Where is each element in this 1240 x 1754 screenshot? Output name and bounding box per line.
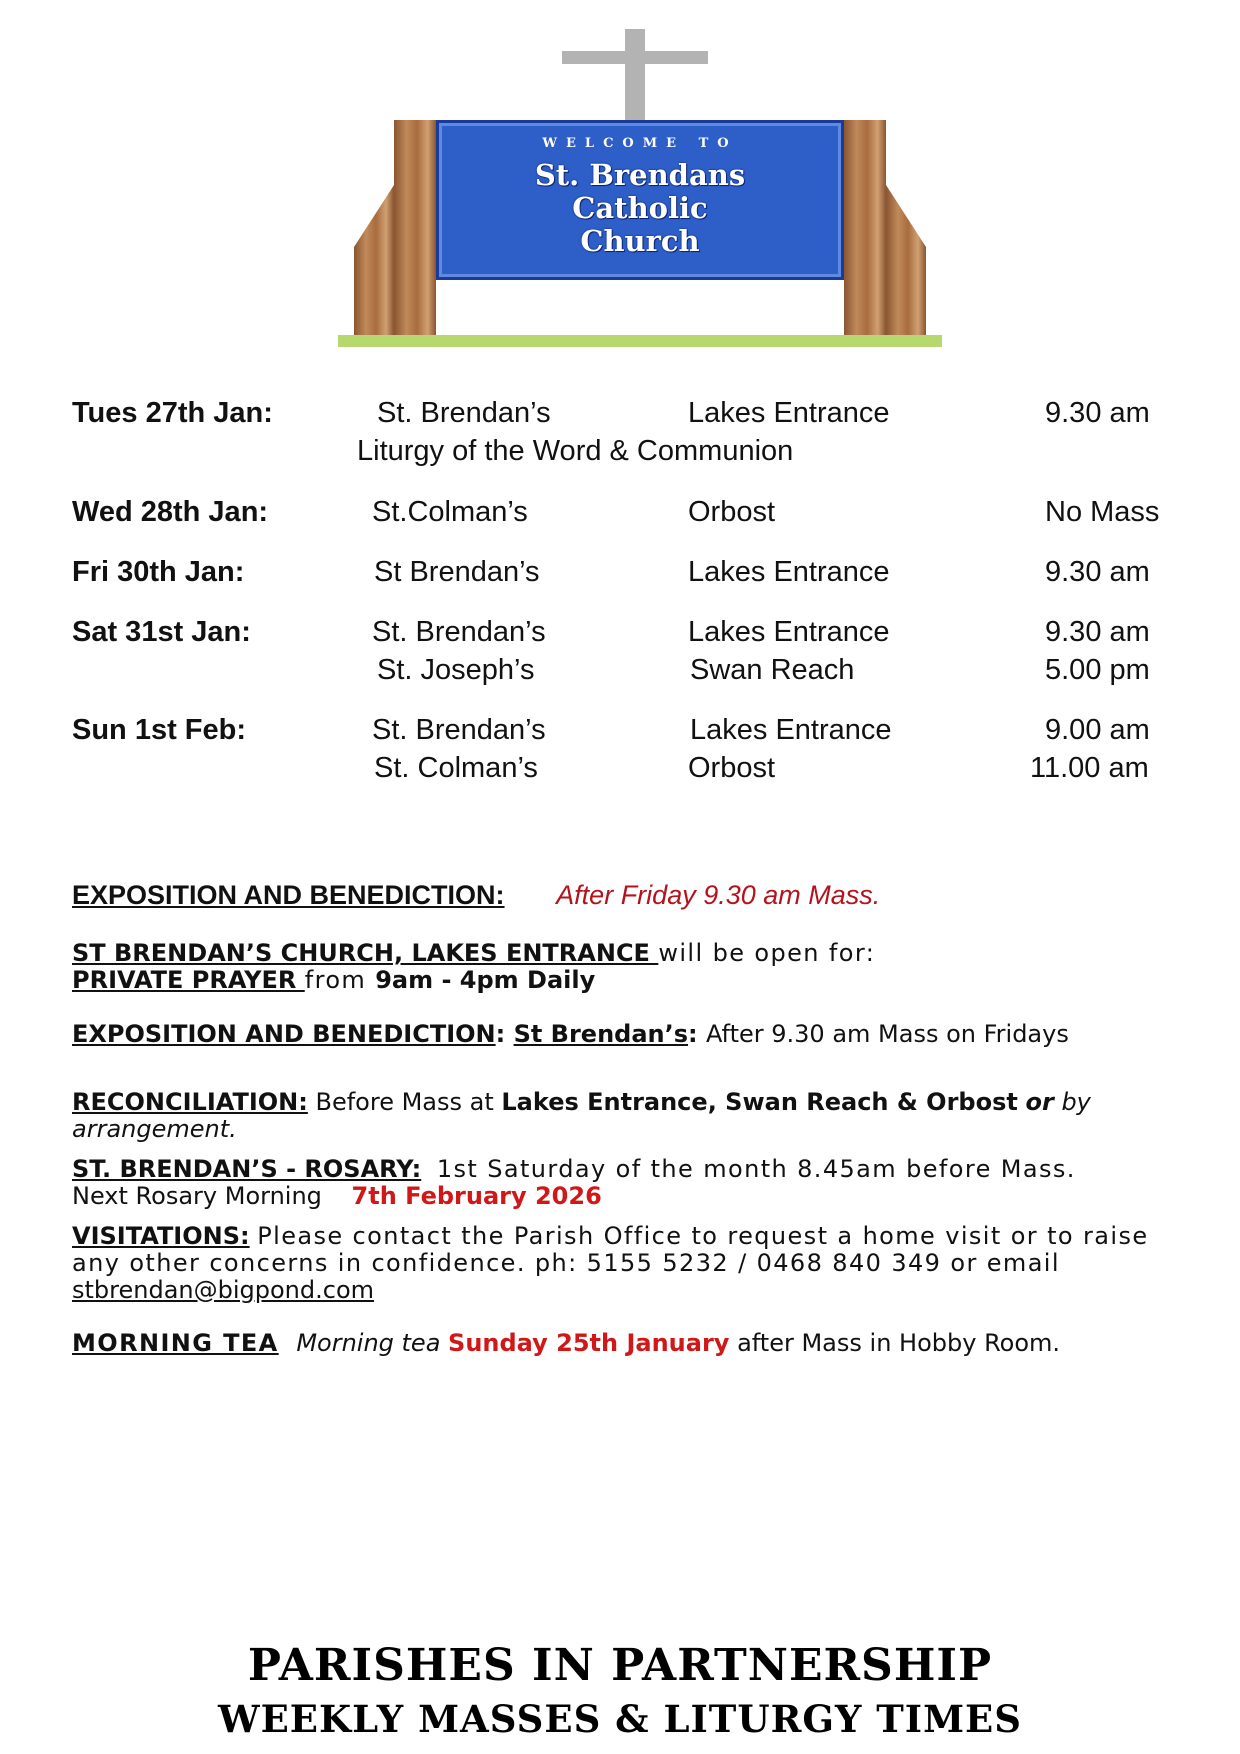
- schedule-row-tues-note: [0, 435, 1240, 475]
- schedule-place: Lakes Entrance: [690, 714, 892, 746]
- schedule-place: Orbost: [688, 496, 776, 528]
- schedule-time: No Mass: [1045, 496, 1160, 528]
- rosary-date: 7th February 2026: [351, 1182, 602, 1210]
- rosary-next: Next Rosary Morning: [72, 1182, 322, 1210]
- schedule-time: 9.00 am: [1045, 714, 1150, 746]
- notice-visitations: [72, 1223, 1182, 1304]
- notice-reconciliation: [72, 1089, 1182, 1143]
- notice-heading: RECONCILIATION:: [72, 1088, 308, 1116]
- schedule-day: Tues 27th Jan:: [72, 397, 273, 429]
- notice-heading: ST. BRENDAN’S - ROSARY:: [72, 1155, 422, 1183]
- schedule-church: St. Joseph’s: [377, 654, 535, 686]
- schedule-place: Lakes Entrance: [688, 556, 890, 588]
- notice-exposition-friday: [72, 882, 1182, 910]
- notice-heading: ST BRENDAN’S CHURCH, LAKES ENTRANCE: [72, 939, 659, 967]
- reconciliation-or: or: [1025, 1088, 1054, 1116]
- reconciliation-places: Lakes Entrance, Swan Reach & Orbost: [501, 1088, 1018, 1116]
- notice-rosary: [72, 1156, 1182, 1210]
- schedule-place: Lakes Entrance: [688, 616, 890, 648]
- schedule-day: Sat 31st Jan:: [72, 616, 251, 648]
- sign-line-1: St. Brendans: [534, 158, 746, 192]
- schedule-row-wed: [0, 496, 1240, 536]
- schedule-time: 5.00 pm: [1045, 654, 1150, 686]
- sign-brace-left: [354, 185, 394, 340]
- sign-line-2: Catholic: [572, 191, 708, 225]
- schedule-church: St.Colman’s: [372, 496, 528, 528]
- schedule-church: St. Colman’s: [374, 752, 538, 784]
- email-link[interactable]: stbrendan@bigpond.com: [72, 1276, 375, 1304]
- sign-post-right: [844, 120, 886, 340]
- schedule-row-sat: [0, 616, 1240, 656]
- sign-welcome: WELCOME TO: [542, 136, 738, 151]
- footer-subtitle: WEEKLY MASSES & LITURGY TIMES: [218, 1697, 1022, 1741]
- schedule-row-fri: [0, 556, 1240, 596]
- schedule-church: St. Brendan’s: [377, 397, 551, 429]
- notice-text: Morning tea: [296, 1329, 449, 1357]
- sign-line-3: Church: [580, 224, 700, 258]
- notice-exposition-stbrendans: EXPOSITION AND BENEDICTION: St Brendan’s: After 9.30 am Mass on Fridays: [72, 1020, 1069, 1048]
- sign-board: [436, 120, 844, 280]
- notice-heading: EXPOSITION AND BENEDICTION:: [72, 880, 505, 910]
- schedule-row-sat-2: [0, 654, 1240, 694]
- schedule-day: Wed 28th Jan:: [72, 496, 269, 528]
- notice-heading: PRIVATE PRAYER: [72, 966, 305, 994]
- schedule-place: Swan Reach: [690, 654, 855, 686]
- prayer-hours: 9am - 4pm Daily: [375, 966, 596, 994]
- sign-post-left: [394, 120, 436, 340]
- cross-horizontal: [562, 51, 708, 64]
- tea-date: Sunday 25th January: [448, 1329, 730, 1357]
- schedule-day: Fri 30th Jan:: [72, 556, 245, 588]
- sign-brace-right: [886, 185, 926, 340]
- notice-text: After Friday 9.30 am Mass.: [556, 880, 881, 910]
- notice-church: St Brendan’s: [513, 1020, 689, 1048]
- notice-church-open: [72, 940, 1182, 994]
- grass-strip: [338, 335, 942, 347]
- schedule-time: 11.00 am: [1030, 752, 1149, 784]
- reconciliation-end: by arrangement.: [72, 1088, 1091, 1143]
- schedule-church: St. Brendan’s: [372, 616, 546, 648]
- notice-text: Before Mass at: [315, 1088, 502, 1116]
- notice-text: Please contact the Parish Office to request a home visit or to raise any other concerns in confidence. ph: 5155 5232 / 0468 840 349 or email: [72, 1222, 1149, 1277]
- schedule-day: Sun 1st Feb:: [72, 714, 247, 746]
- schedule-time: 9.30 am: [1045, 616, 1150, 648]
- tea-end: after Mass in Hobby Room.: [729, 1329, 1061, 1357]
- schedule-time: 9.30 am: [1045, 556, 1150, 588]
- schedule-row-sun-2: [0, 752, 1240, 792]
- schedule-row-tues: [0, 397, 1240, 437]
- notice-heading: EXPOSITION AND BENEDICTION: [72, 1020, 496, 1048]
- notice-heading: VISITATIONS:: [72, 1222, 250, 1250]
- notice-text: 1st Saturday of the month 8.45am before Mass.: [436, 1155, 1076, 1183]
- notice-text: will be open for:: [658, 939, 876, 967]
- notice-morning-tea: [72, 1330, 1182, 1357]
- church-sign-illustration: [330, 25, 950, 360]
- notice-text: from: [304, 966, 376, 994]
- schedule-time: 9.30 am: [1045, 397, 1150, 429]
- schedule-row-sun: [0, 714, 1240, 754]
- schedule-church: St Brendan’s: [374, 556, 540, 588]
- schedule-note: Liturgy of the Word & Communion: [357, 435, 794, 467]
- schedule-place: Lakes Entrance: [688, 397, 890, 429]
- sign-church-name: [439, 159, 841, 258]
- notice-text: After 9.30 am Mass on Fridays: [705, 1020, 1069, 1048]
- footer-title: PARISHES IN PARTNERSHIP: [247, 1640, 993, 1691]
- notice-heading: MORNING TEA: [72, 1329, 279, 1357]
- schedule-place: Orbost: [688, 752, 776, 784]
- schedule-church: St. Brendan’s: [372, 714, 546, 746]
